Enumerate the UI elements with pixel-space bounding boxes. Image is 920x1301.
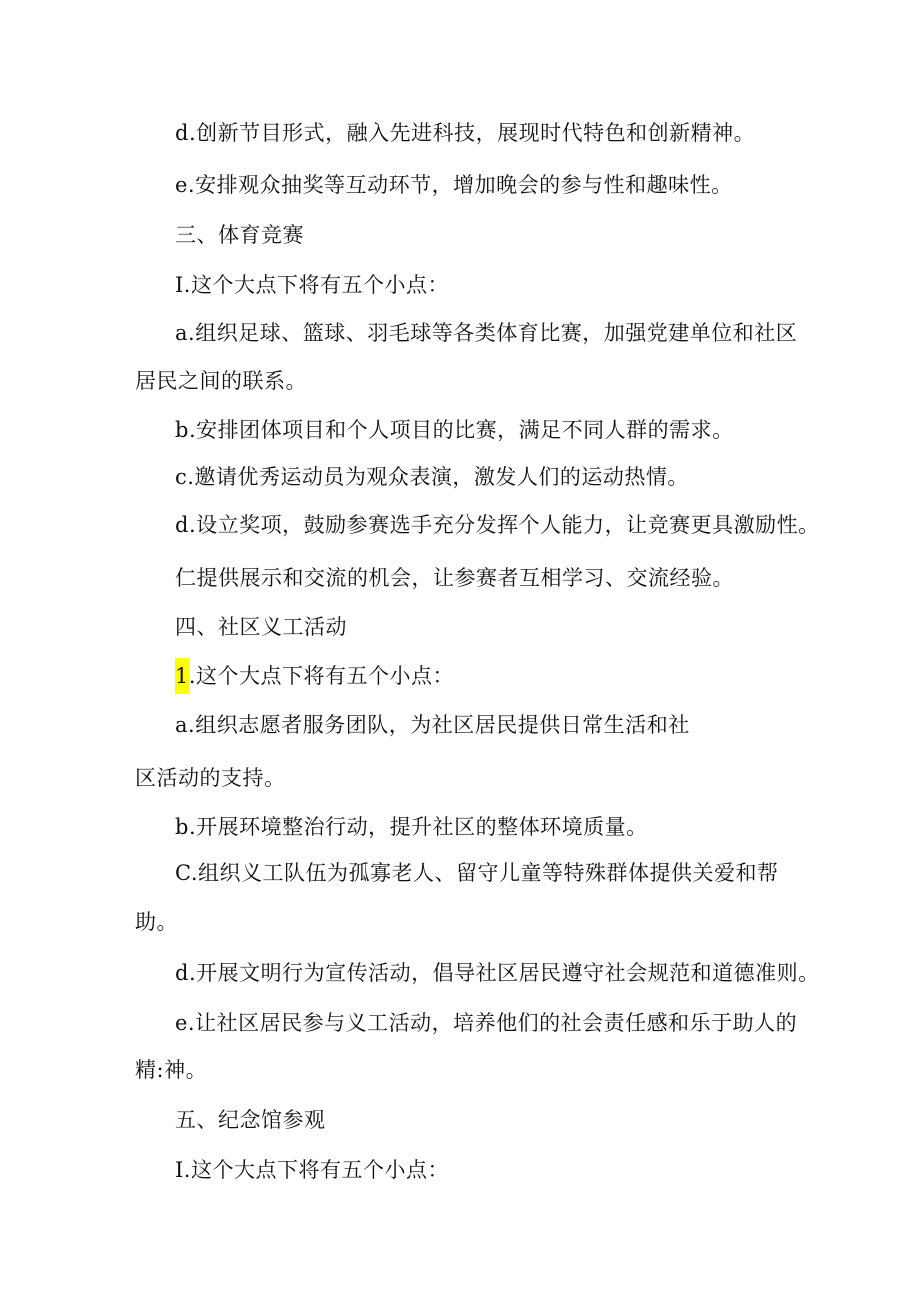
item-a-volunteer-team-cont: 区活动的支持。 (135, 766, 286, 790)
subsection-intro-sports: I.这个大点下将有五个小点： (175, 273, 449, 297)
section-heading-volunteer: 四、社区义工活动 (175, 615, 347, 639)
item-a-volunteer-team: a.组织志愿者服务团队，为社区居民提供日常生活和社 (175, 713, 690, 737)
item-b-team-events: b.安排团体项目和个人项目的比赛，满足不同人群的需求。 (175, 418, 734, 442)
item-c-care-elderly-cont: 助。 (135, 910, 178, 934)
item-d-innovate-program: d.创新节目形式，融入先进科技，展现时代特色和创新精神。 (175, 121, 756, 145)
item-e-participate-cont: 精:神。 (135, 1058, 208, 1082)
item-b-environment: b.开展环境整治行动，提升社区的整体环境质量。 (175, 815, 648, 839)
item-e-participate: e.让社区居民参与义工活动，培养他们的社会责任感和乐于助人的 (175, 1011, 798, 1035)
section-heading-memorial: 五、纪念馆参观 (175, 1108, 326, 1132)
section-heading-sports: 三、体育竞赛 (175, 223, 304, 247)
subsection-intro-volunteer (175, 661, 454, 691)
item-c-invite-athletes: c.邀请优秀运动员为观众表演，激发人们的运动热情。 (175, 465, 689, 489)
item-a-organize-games-cont: 居民之间的联系。 (135, 369, 307, 393)
subsection-intro-volunteer-text: .这个大点下将有五个小点： (188, 664, 455, 688)
item-c-care-elderly: C.组织义工队伍为孤寡老人、留守儿童等特殊群体提供关爱和帮 (175, 861, 779, 885)
item-e-exchange: 仁提供展示和交流的机会，让参赛者互相学习、交流经验。 (175, 566, 734, 590)
item-d-civilized-behavior: d.开展文明行为宣传活动，倡导社区居民遵守社会规范和道德准则。 (175, 961, 820, 985)
item-d-awards: d.设立奖项，鼓励参赛选手充分发挥个人能力，让竞赛更具激励性。 (175, 513, 820, 537)
subsection-intro-memorial: I.这个大点下将有五个小点： (175, 1158, 449, 1182)
item-a-organize-games: a.组织足球、篮球、羽毛球等各类体育比赛，加强党建单位和社区 (175, 321, 798, 345)
highlighted-numeral: 1 (175, 658, 189, 694)
item-e-audience-lottery: e.安排观众抽奖等互动环节，增加晚会的参与性和趣味性。 (175, 173, 733, 197)
